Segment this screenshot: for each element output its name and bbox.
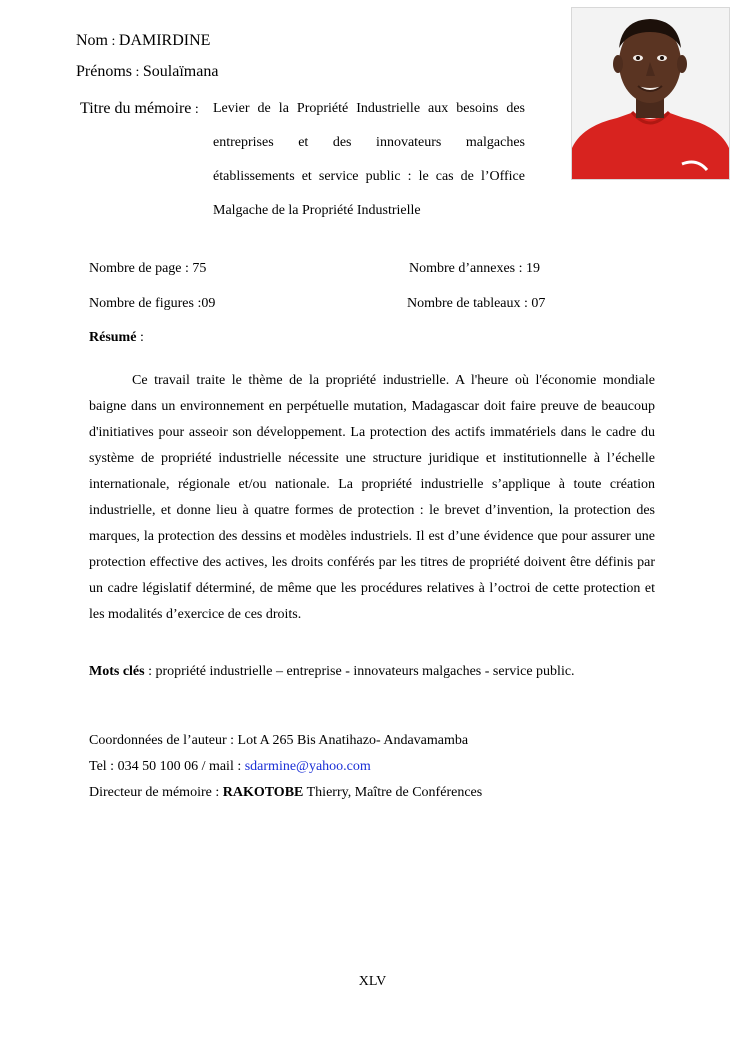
- resume-label: Résumé: [89, 330, 137, 345]
- resume-heading: Résumé :: [89, 330, 144, 345]
- nom-line: Nom : DAMIRDINE: [76, 32, 211, 49]
- stat-figures: Nombre de figures :09: [89, 296, 216, 311]
- coordonnees-line: Coordonnées de l’auteur : Lot A 265 Bis Anatihazo- Andavamamba: [89, 733, 469, 748]
- tel-text: Tel : 034 50 100 06 / mail :: [89, 759, 245, 774]
- titre-line-2: entreprises et des innovateurs malgaches: [213, 135, 525, 150]
- tel-mail-line: [89, 759, 689, 775]
- directeur-label: Directeur de mémoire :: [89, 785, 223, 800]
- author-photo: [571, 7, 730, 180]
- titre-label: Titre du mémoire: [80, 100, 192, 117]
- nom-value: DAMIRDINE: [118, 32, 211, 49]
- resume-text: Ce travail traite le thème de la propriété industrielle. A l'heure où l'économie mondiale baigne dans un environnement en perpétuelle mutation, Madagascar doit faire preuve de beaucoup d'initiatives pour asseoir son développement. La protection des actifs immatériels dans le cadre du système de propriété industrielle nécessite une structure juridique et institutionnelle à l’échelle internationale, régionale et/ou nationale. La propriété industrielle s’applique à toute création industrielle, et donne lieu à quatre formes de protection : le brevet d’invention, la protection des marques, la protection des dessins et modèles industriels. Il est d’une évidence que pour assurer une protection effective des actives, les droits conférés par les titres de propriété doivent être définis par un cadre législatif déterminé, de même que les procédures relatives à l’octroi de cette protection et les modalités d’exercice de ces droits.: [89, 373, 655, 622]
- nom-label: Nom: [76, 32, 108, 49]
- mots-cles-label: Mots clés: [89, 664, 145, 679]
- titre-line-1: Levier de la Propriété Industrielle aux besoins des: [213, 101, 525, 116]
- prenoms-label: Prénoms: [76, 63, 132, 80]
- stat-annexes: Nombre d’annexes : 19: [409, 261, 541, 276]
- titre-label-line: Titre du mémoire :: [80, 100, 199, 117]
- directeur-line: [89, 785, 689, 801]
- page-number: XLV: [358, 974, 387, 989]
- email-link[interactable]: sdarmine@yahoo.com: [244, 759, 371, 774]
- prenoms-line: Prénoms : Soulaïmana: [76, 63, 219, 80]
- directeur-surname: RAKOTOBE: [222, 785, 304, 800]
- mots-cles-text: propriété industrielle – entreprise - innovateurs malgaches - service public.: [155, 664, 575, 679]
- titre-line-4: Malgache de la Propriété Industrielle: [213, 203, 421, 218]
- prenoms-value: Soulaïmana: [142, 63, 219, 80]
- titre-line-3: établissements et service public : le cas de l’Office: [213, 169, 525, 184]
- stat-pages: Nombre de page : 75: [89, 261, 207, 276]
- mots-cles-line: Mots clés : propriété industrielle – entreprise - innovateurs malgaches - service public.: [89, 664, 575, 679]
- portrait-illustration: [572, 8, 729, 179]
- stat-tableaux: Nombre de tableaux : 07: [407, 296, 546, 311]
- directeur-rest: Thierry, Maître de Conférences: [303, 785, 483, 800]
- titre-text: [213, 99, 525, 221]
